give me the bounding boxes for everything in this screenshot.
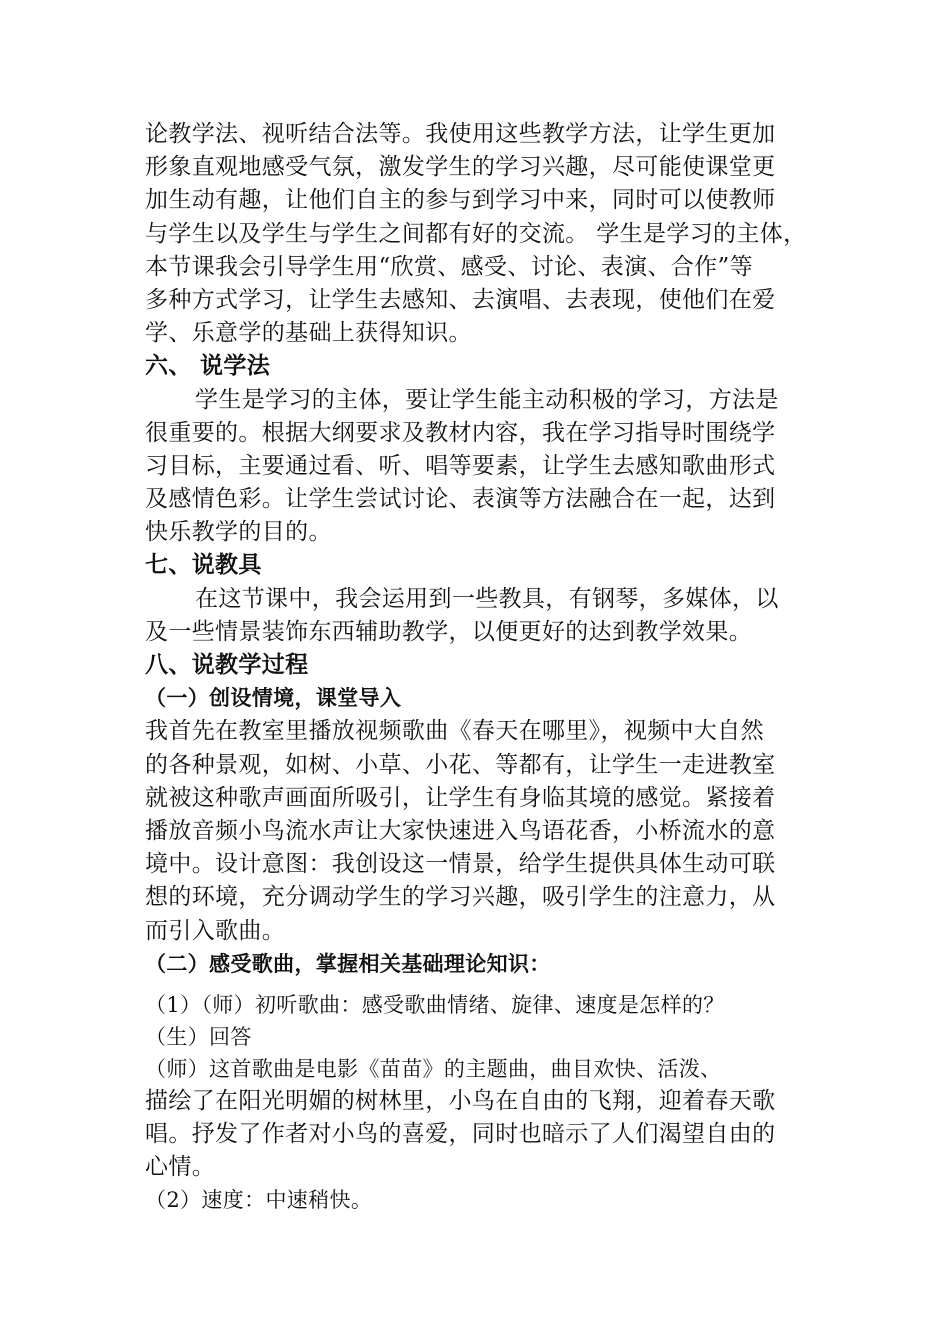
document-page	[145, 118, 821, 1216]
text-line: 加生动有趣，让他们自主的参与到学习中来，同时可以使教师	[145, 187, 776, 214]
text-line: 形象直观地感受气氛，激发学生的学习兴趣，尽可能使课堂更	[145, 154, 776, 181]
text-line: 就被这种歌声画面所吸引，让学生有身临其境的感觉。紧接着	[145, 784, 776, 811]
text-line: 快乐教学的目的。	[145, 519, 332, 546]
text-line: 唱。抒发了作者对小鸟的喜爱，同时也暗示了人们渴望自由的	[145, 1121, 776, 1148]
text-line: （师）这首歌曲是电影《苗苗》的主题曲，曲目欢快、活泼、	[145, 1056, 722, 1081]
text-line: 学生是学习的主体，要让学生能主动积极的学习，方法是	[195, 386, 779, 413]
text-line: 及一些情景装饰东西辅助教学，以便更好的达到教学效果。	[145, 618, 753, 645]
text-line: 论教学法、视听结合法等。我使用这些教学方法，让学生更加	[145, 121, 776, 147]
text-line: 多种方式学习，让学生去感知、去演唱、去表现，使他们在爱	[145, 286, 776, 313]
text-line: 在这节课中，我会运用到一些教具，有钢琴，多媒体，以	[195, 585, 779, 612]
text-line: 播放音频小鸟流水声让大家快速进入鸟语花香，小桥流水的意	[145, 817, 776, 844]
text-line: 及感情色彩。让学生尝试讨论、表演等方法融合在一起，达到	[145, 486, 776, 513]
text-line: 很重要的。根据大纲要求及教材内容，我在学习指导时围绕学	[145, 419, 776, 446]
section-heading-teaching-process: 八、说教学过程	[145, 652, 309, 678]
section-heading-learning-method: 六、 说学法	[145, 353, 271, 380]
paragraph-teaching-aids	[145, 583, 821, 649]
text-line: 习目标，主要通过看、听、唱等要素，让学生去感知歌曲形式	[145, 452, 776, 479]
spacer	[145, 981, 821, 989]
text-line: 想的环境，充分调动学生的学习兴趣，吸引学生的注意力，从	[145, 884, 776, 911]
paragraph-intro	[145, 715, 821, 947]
student-answer: （生）回答	[145, 1024, 252, 1049]
list-item: （2）速度：中速稍快。	[145, 1188, 373, 1213]
section-heading-teaching-aids: 七、说教具	[145, 552, 262, 579]
text-line: 而引入歌曲。	[145, 917, 286, 944]
text-line: 描绘了在阳光明媚的树林里，小鸟在自由的飞翔，迎着春天歌	[145, 1087, 776, 1114]
text-line: 心情。	[145, 1154, 216, 1181]
paragraph-learning-method	[145, 384, 821, 550]
text-line: 的各种景观，如树、小草、小花、等都有，让学生一走进教室	[145, 751, 776, 778]
text-line: 境中。设计意图：我创设这一情景，给学生提供具体生动可联	[145, 851, 776, 878]
subsection-heading-feel-song: （二）感受歌曲，掌握相关基础理论知识：	[145, 951, 551, 976]
text-line: 学、乐意学的基础上获得知识。	[145, 320, 472, 347]
paragraph-methods	[145, 118, 821, 350]
subsection-heading-intro: （一）创设情境，课堂导入	[145, 686, 402, 711]
list-item: （1）（师）初听歌曲：感受歌曲情绪、旋律、速度是怎样的？	[145, 992, 725, 1017]
paragraph-teacher-explanation	[145, 1053, 821, 1185]
text-line: 与学生以及学生与学生之间都有好的交流。 学生是学习的主体，	[145, 220, 807, 247]
text-line: 我首先在教室里播放视频歌曲《春天在哪里》，视频中大自然	[145, 718, 764, 745]
text-line: 本节课我会引导学生用“欣赏、感受、讨论、表演、合作”等	[145, 253, 753, 280]
